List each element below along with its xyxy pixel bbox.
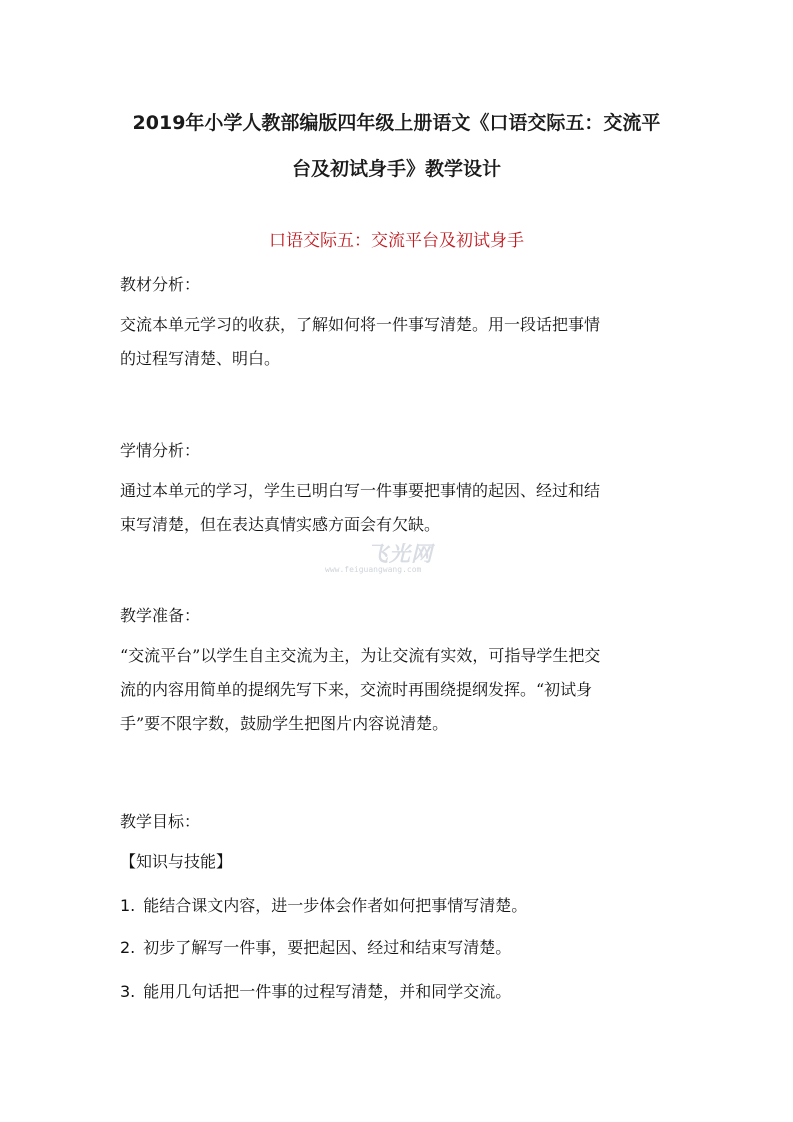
goal-item: [120, 977, 511, 1007]
section-body-line: 通过本单元的学习，学生已明白写一件事要把事情的起因、经过和结: [120, 481, 601, 500]
section-student-analysis: [120, 436, 680, 542]
section-heading: 教材分析：: [120, 275, 201, 294]
document-title: [100, 100, 693, 192]
section-body-line: 流的内容用简单的提纲先写下来，交流时再围绕提纲发挥。“初试身: [120, 680, 593, 699]
section-heading-teaching-goals: 教学目标：: [120, 812, 201, 831]
watermark: [325, 538, 465, 588]
section-heading: 教学准备：: [120, 606, 201, 625]
goals-subheading: 【知识与技能】: [120, 852, 233, 871]
watermark-url: www.feiguangwang.com: [325, 565, 422, 574]
section-body-line: 束写清楚，但在表达真情实感方面会有欠缺。: [120, 515, 441, 534]
goal-item-text: 能用几句话把一件事的过程写清楚，并和同学交流。: [143, 982, 512, 1001]
goal-item-number: 1.: [120, 896, 136, 915]
section-body-line: 交流本单元学习的收获，了解如何将一件事写清楚。用一段话把事情: [120, 315, 601, 334]
goal-item-number: 2.: [120, 938, 136, 957]
section-teaching-preparation: [120, 601, 680, 741]
document-subtitle: 口语交际五：交流平台及初试身手: [269, 231, 524, 251]
goal-item: [120, 891, 527, 921]
goal-item-text: 能结合课文内容，进一步体会作者如何把事情写清楚。: [143, 896, 528, 915]
goal-item-text: 初步了解写一件事，要把起因、经过和结束写清楚。: [143, 938, 512, 957]
title-line-2: 台及初试身手》教学设计: [291, 158, 501, 180]
goal-item: [120, 933, 511, 963]
goal-item-number: 3.: [120, 982, 136, 1001]
section-body-line: 的过程写清楚、明白。: [120, 349, 281, 368]
section-heading: 学情分析：: [120, 441, 201, 460]
section-material-analysis: [120, 270, 680, 376]
section-body-line: 手”要不限字数，鼓励学生把图片内容说清楚。: [120, 714, 449, 733]
section-body-line: “交流平台”以学生自主交流为主，为让交流有实效，可指导学生把交: [120, 646, 601, 665]
title-line-1: 2019年小学人教部编版四年级上册语文《口语交际五：交流平: [132, 112, 661, 134]
watermark-logo: 飞光网: [367, 542, 433, 566]
